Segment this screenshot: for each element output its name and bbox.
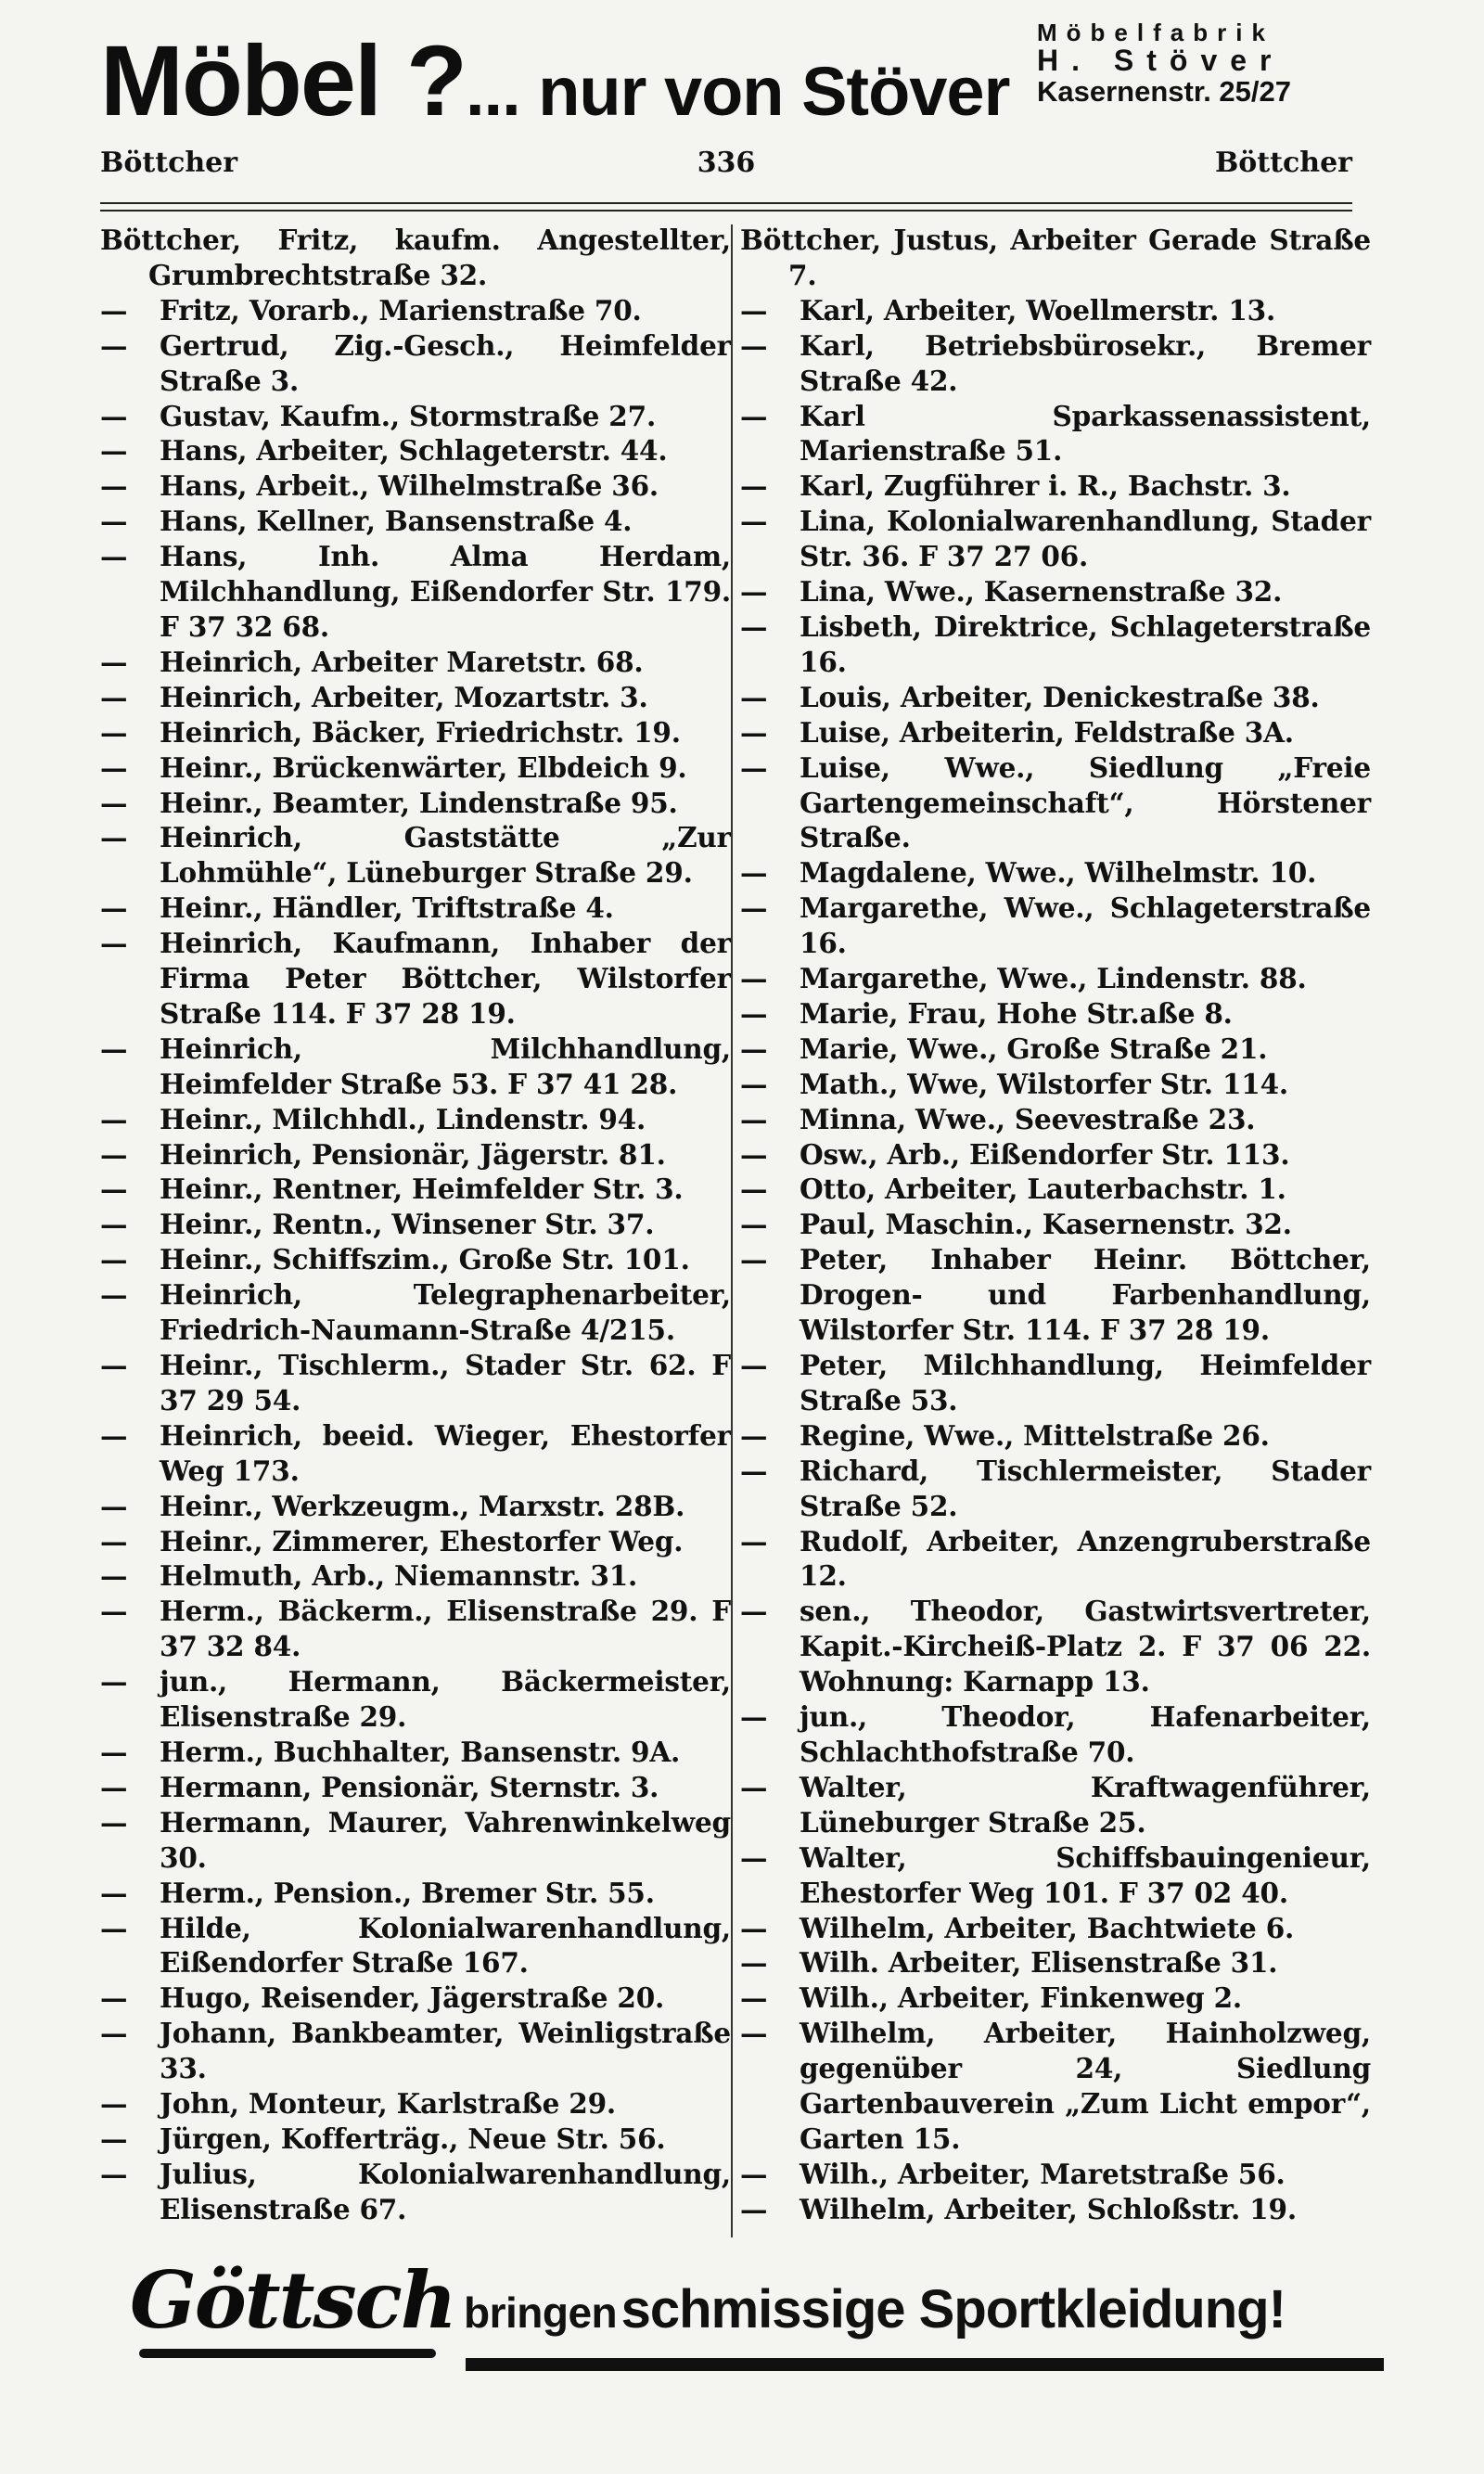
entry-dash: — [740,2192,768,2225]
entry-text: Heinrich, Gaststätte „Zur Lohmühle“, Lüneburger Straße 29. [160,821,731,890]
entry-text: Heinrich, beeid. Wieger, Ehestorfer Weg 173. [160,1418,731,1487]
entry-dash: — [100,1981,128,2015]
directory-entry [100,1524,731,1559]
entry-text: Hans, Inh. Alma Herdam, Milchhandlung, Eißendorfer Str. 179. F 37 32 68. [160,540,731,643]
entry-dash: — [100,540,128,573]
entry-text: Heinr., Werkzeugm., Marxstr. 28B. [160,1489,685,1522]
entry-dash: — [100,1770,128,1803]
directory-entry [100,433,731,468]
entry-text: Heinrich, Bäcker, Friedrichstr. 19. [160,715,681,749]
directory-entry [740,715,1371,750]
directory-entry [740,2157,1371,2192]
directory-entry [740,750,1371,856]
directory-entry [100,399,731,434]
directory-entry [100,2016,731,2086]
entry-dash: — [100,434,128,468]
directory-entry [100,715,731,750]
directory-entry [100,820,731,891]
entry-text: Hermann, Maurer, Vahrenwinkelweg 30. [160,1805,731,1874]
directory-entry [100,1102,731,1137]
directory-entry [740,1594,1371,1699]
directory-entry [100,891,731,926]
entry-text: Wilhelm, Arbeiter, Bachtwiete 6. [800,1911,1295,1944]
entry-text: Wilh. Arbeiter, Elisenstraße 31. [800,1946,1278,1980]
entry-dash: — [740,1981,768,2015]
directory-entry [740,1945,1371,1980]
directory-entry [740,1207,1371,1242]
directory-entry [740,891,1371,961]
entry-dash: — [100,1595,128,1628]
directory-entry [740,1840,1371,1911]
entry-text: Gertrud, Zig.-Gesch., Heimfelder Straße 3. [160,328,731,397]
entry-dash: — [100,821,128,854]
entry-text: Karl, Zugführer i. R., Bachstr. 3. [800,469,1291,503]
entry-dash: — [100,1102,128,1135]
entry-dash: — [740,2017,768,2050]
directory-entry [740,1242,1371,1348]
entry-dash: — [100,2017,128,2050]
entry-text: Heinrich, Pensionär, Jägerstr. 81. [160,1137,666,1171]
ad-brand-logo: Göttsch [130,2254,455,2346]
directory-entry [740,1067,1371,1102]
directory-entry [740,293,1371,328]
running-header [100,147,1352,187]
entry-text: Magdalene, Wwe., Wilhelmstr. 10. [800,856,1317,890]
entry-text: Böttcher, Fritz, kaufm. Angestellter, Grumbrechtstraße 32. [100,224,731,291]
directory-entry [740,996,1371,1032]
entry-text: Hilde, Kolonialwarenhandlung, Eißendorfer Straße 167. [160,1911,731,1980]
directory-entry [740,1980,1371,2016]
directory-entry [740,609,1371,680]
directory-entry [100,680,731,715]
entry-text: Paul, Maschin., Kasernenstr. 32. [800,1208,1292,1241]
header-left-keyword: Böttcher [100,147,238,179]
entry-dash: — [740,1911,768,1944]
entry-text: Peter, Inhaber Heinr. Böttcher, Drogen- und Farbenhandlung, Wilstorfer Str. 114. F 37 28 19. [800,1243,1371,1347]
entry-dash: — [740,1454,768,1487]
directory-entry [740,961,1371,996]
left-column [100,223,731,2227]
header-right-keyword: Böttcher [1214,147,1352,179]
entry-dash: — [100,469,128,503]
directory-entry [740,468,1371,504]
directory-entry [100,1594,731,1664]
directory-entry [100,1735,731,1770]
entry-text: Richard, Tischlermeister, Stader Straße 52. [800,1454,1371,1522]
entry-text: sen., Theodor, Gastwirtsvertreter, Kapit.-Kircheiß-Platz 2. F 37 06 22. Wohnung: Karnapp 13. [800,1595,1371,1698]
entry-text: jun., Hermann, Bäckermeister, Elisenstraße 29. [160,1665,731,1734]
entry-text: Luise, Arbeiterin, Feldstraße 3A. [800,715,1294,749]
entry-dash: — [100,1524,128,1557]
entry-dash: — [100,293,128,327]
directory-entry [100,1418,731,1489]
entry-text: Regine, Wwe., Mittelstraße 26. [800,1418,1270,1452]
entry-text: Heinrich, Arbeiter Maretstr. 68. [160,645,644,678]
entry-dash: — [740,1349,768,1381]
entry-dash: — [100,1876,128,1909]
entry-dash: — [740,996,768,1030]
entry-dash: — [740,856,768,890]
directory-entry [740,1348,1371,1418]
ad-slogan-part1: bringen [464,2288,618,2337]
entry-dash: — [740,1946,768,1980]
bottom-advertisement [130,2254,1391,2375]
ad-headline [100,22,1009,138]
entry-text: Gustav, Kaufm., Stormstraße 27. [160,399,657,432]
entry-dash: — [740,680,768,713]
directory-entry [740,1911,1371,1946]
entry-dash: — [740,293,768,327]
entry-text: Otto, Arbeiter, Lauterbachstr. 1. [800,1173,1286,1206]
directory-entry [740,2016,1371,2157]
directory-entry [100,1911,731,1981]
entry-dash: — [100,505,128,538]
entry-dash: — [100,2121,128,2155]
entry-dash: — [740,505,768,538]
entry-text: Heinr., Tischlerm., Stader Str. 62. F 37 29 54. [160,1349,731,1416]
directory-entry [100,539,731,645]
directory-entry [740,328,1371,399]
directory-entry [100,468,731,504]
entry-dash: — [740,328,768,362]
entry-dash: — [100,1911,128,1944]
right-column [740,223,1371,2227]
directory-entry [100,1805,731,1876]
entry-text: Heinrich, Milchhandlung, Heimfelder Straße 53. F 37 41 28. [160,1032,731,1100]
directory-entry [100,1172,731,1207]
entry-text: Wilh., Arbeiter, Finkenweg 2. [800,1981,1242,2015]
entry-text: Marie, Frau, Hohe Str.aße 8. [800,996,1233,1030]
top-advertisement [100,17,1352,137]
entry-text: Wilhelm, Arbeiter, Schloßstr. 19. [800,2192,1297,2225]
ad-slogan-part2: schmissige Sportkleidung! [620,2279,1286,2339]
entry-dash: — [740,750,768,784]
directory-entry [100,1770,731,1805]
entry-text: Heinr., Händler, Triftstraße 4. [160,891,614,925]
entry-text: Karl, Arbeiter, Woellmerstr. 13. [800,293,1276,327]
entry-dash: — [100,328,128,362]
entry-dash: — [740,399,768,432]
entry-text: Marie, Wwe., Große Straße 21. [800,1032,1268,1065]
ad-company-line3: Kasernenstr. 25/27 [1037,74,1292,108]
directory-entry [100,1032,731,1102]
ad-company-line1: Möbelfabrik [1037,19,1274,46]
entry-dash: — [740,1208,768,1241]
ad-headline-main: Möbel ? [100,24,466,136]
ad-slogan-rule [466,2358,1384,2371]
entry-dash: — [740,1595,768,1628]
entry-text: Minna, Wwe., Seevestraße 23. [800,1102,1256,1135]
directory-entry [740,1418,1371,1454]
ad-headline-sub: ... nur von Stöver [465,53,1010,130]
entry-dash: — [100,1559,128,1593]
directory-entry [740,1770,1371,1840]
entry-text: Karl Sparkassenassistent, Marienstraße 51. [800,399,1371,468]
entry-dash: — [100,891,128,925]
entry-dash: — [100,1489,128,1522]
entry-dash: — [740,469,768,503]
entry-dash: — [100,680,128,713]
entry-text: Johann, Bankbeamter, Weinligstraße 33. [160,2017,731,2085]
directory-entry [100,1277,731,1348]
entry-text: Heinr., Zimmerer, Ehestorfer Weg. [160,1524,684,1557]
entry-text: Herm., Buchhalter, Bansenstr. 9A. [160,1735,681,1768]
entry-dash: — [740,1137,768,1171]
entry-text: Rudolf, Arbeiter, Anzengruberstraße 12. [800,1524,1371,1593]
directory-entry [740,1454,1371,1524]
entry-text: Math., Wwe, Wilstorfer Str. 114. [800,1067,1288,1100]
directory-entry [740,1032,1371,1067]
entry-text: Lina, Kolonialwarenhandlung, Stader Str. 36. F 37 27 06. [800,505,1371,573]
entry-dash: — [740,891,768,925]
entry-text: Heinr., Milchhdl., Lindenstr. 94. [160,1102,646,1135]
entry-text: jun., Theodor, Hafenarbeiter, Schlachthofstraße 70. [800,1700,1371,1768]
entry-dash: — [740,1524,768,1557]
entry-dash: — [100,1137,128,1171]
entry-text: Wilh., Arbeiter, Maretstraße 56. [800,2157,1286,2190]
entry-text: Heinrich, Telegraphenarbeiter, Friedrich-Naumann-Straße 4/215. [160,1278,731,1347]
entry-dash: — [100,1278,128,1312]
entry-text: Heinr., Schiffszim., Große Str. 101. [160,1243,690,1276]
header-double-rule [100,202,1352,212]
entry-dash: — [100,1349,128,1381]
entry-text: Böttcher, Justus, Arbeiter Gerade Straße 7. [740,224,1371,291]
entry-dash: — [740,1770,768,1803]
entry-dash: — [740,1067,768,1100]
directory-entry [100,2086,731,2121]
entry-dash: — [740,1840,768,1874]
directory-entry [100,223,731,293]
entry-text: Karl, Betriebsbürosekr., Bremer Straße 42. [800,328,1371,397]
entry-text: Heinrich, Kaufmann, Inhaber der Firma Peter Böttcher, Wilstorfer Straße 114. F 37 28 19. [160,927,731,1030]
entry-dash: — [100,786,128,819]
ad-company-line2: H. Stöver [1037,44,1285,78]
directory-entry [100,1137,731,1173]
entry-dash: — [100,1735,128,1768]
entry-dash: — [100,750,128,784]
entry-text: Herm., Pension., Bremer Str. 55. [160,1876,655,1909]
entry-dash: — [100,1208,128,1241]
entry-dash: — [740,1032,768,1065]
entry-text: Wilhelm, Arbeiter, Hainholzweg, gegenüber 24, Siedlung Gartenbauverein „Zum Licht empor“, Garten 15. [800,2017,1371,2155]
entry-dash: — [740,715,768,749]
entry-text: Louis, Arbeiter, Denickestraße 38. [800,680,1320,713]
directory-entry [740,574,1371,609]
entry-dash: — [100,1173,128,1206]
entry-dash: — [740,1243,768,1276]
directory-entry [740,2192,1371,2227]
entry-dash: — [100,715,128,749]
directory-entry [100,1876,731,1911]
entry-dash: — [100,1805,128,1839]
entry-dash: — [740,962,768,995]
ad-brand-underline [139,2349,436,2358]
entry-dash: — [100,2087,128,2121]
entry-dash: — [740,1173,768,1206]
directory-entry [100,328,731,399]
directory-entry [100,926,731,1032]
directory-entry [740,1137,1371,1173]
entry-dash: — [100,1032,128,1065]
entry-text: Julius, Kolonialwarenhandlung, Elisenstraße 67. [160,2157,731,2225]
entry-dash: — [740,609,768,643]
entry-text: Jürgen, Kofferträg., Neue Str. 56. [160,2121,666,2155]
entry-text: Margarethe, Wwe., Lindenstr. 88. [800,962,1307,995]
directory-entry [100,750,731,786]
entry-dash: — [100,399,128,432]
directory-entry [740,680,1371,715]
entry-text: Hermann, Pensionär, Sternstr. 3. [160,1770,659,1803]
entry-dash: — [740,575,768,609]
directory-entry [100,786,731,821]
directory-entry [740,399,1371,469]
ad-slogan [464,2278,1286,2340]
entry-dash: — [740,2157,768,2190]
entry-dash: — [100,927,128,960]
directory-entry [740,1524,1371,1595]
entry-text: Walter, Schiffsbauingenieur, Ehestorfer Weg 101. F 37 02 40. [800,1840,1371,1909]
directory-entry [100,1980,731,2016]
entry-text: Heinrich, Arbeiter, Mozartstr. 3. [160,680,648,713]
directory-entry [740,1699,1371,1770]
entry-dash: — [100,1665,128,1698]
directory-entry [100,1664,731,1735]
entry-dash: — [100,1243,128,1276]
directory-entry [100,1207,731,1242]
directory-entry [100,1242,731,1277]
directory-entry [100,293,731,328]
directory-entry [100,1558,731,1594]
entry-text: Luise, Wwe., Siedlung „Freie Gartengemeinschaft“, Hörstener Straße. [800,750,1371,854]
directory-entry [100,1348,731,1418]
directory-entry [100,504,731,539]
directory-entry [740,504,1371,574]
directory-entry [740,855,1371,891]
entry-text: Heinr., Beamter, Lindenstraße 95. [160,786,678,819]
directory-entry [100,1489,731,1524]
entry-text: Lina, Wwe., Kasernenstraße 32. [800,575,1283,609]
directory-entry [100,645,731,680]
entry-text: Margarethe, Wwe., Schlageterstraße 16. [800,891,1371,960]
entry-text: Fritz, Vorarb., Marienstraße 70. [160,293,642,327]
entry-dash: — [740,1700,768,1734]
entry-dash: — [100,1418,128,1452]
directory-entry [100,2157,731,2227]
entry-text: Hans, Arbeit., Wilhelmstraße 36. [160,469,659,503]
entry-text: Heinr., Rentn., Winsener Str. 37. [160,1208,655,1241]
directory-entry [740,1102,1371,1137]
entry-dash: — [100,2157,128,2190]
entry-text: Hans, Kellner, Bansenstraße 4. [160,505,633,538]
entry-text: Peter, Milchhandlung, Heimfelder Straße 53. [800,1349,1371,1416]
entry-text: John, Monteur, Karlstraße 29. [160,2087,616,2121]
entry-text: Walter, Kraftwagenführer, Lüneburger Straße 25. [800,1770,1371,1839]
entry-dash: — [740,1102,768,1135]
entry-text: Lisbeth, Direktrice, Schlageterstraße 16. [800,609,1371,678]
entry-text: Heinr., Brückenwärter, Elbdeich 9. [160,750,687,784]
directory-entry [740,1172,1371,1207]
directory-entry [100,2121,731,2157]
entry-text: Hans, Arbeiter, Schlageterstr. 44. [160,434,668,468]
entry-text: Helmuth, Arb., Niemannstr. 31. [160,1559,638,1593]
entry-text: Heinr., Rentner, Heimfelder Str. 3. [160,1173,684,1206]
entry-text: Hugo, Reisender, Jägerstraße 20. [160,1981,665,2015]
directory-entry [740,223,1371,293]
entry-dash: — [740,1418,768,1452]
entry-text: Osw., Arb., Eißendorfer Str. 113. [800,1137,1290,1171]
entry-dash: — [100,645,128,678]
page-number: 336 [697,147,756,179]
ad-company-block [1037,20,1352,107]
column-divider [731,224,733,2237]
entry-text: Herm., Bäckerm., Elisenstraße 29. F 37 32 84. [160,1595,731,1663]
